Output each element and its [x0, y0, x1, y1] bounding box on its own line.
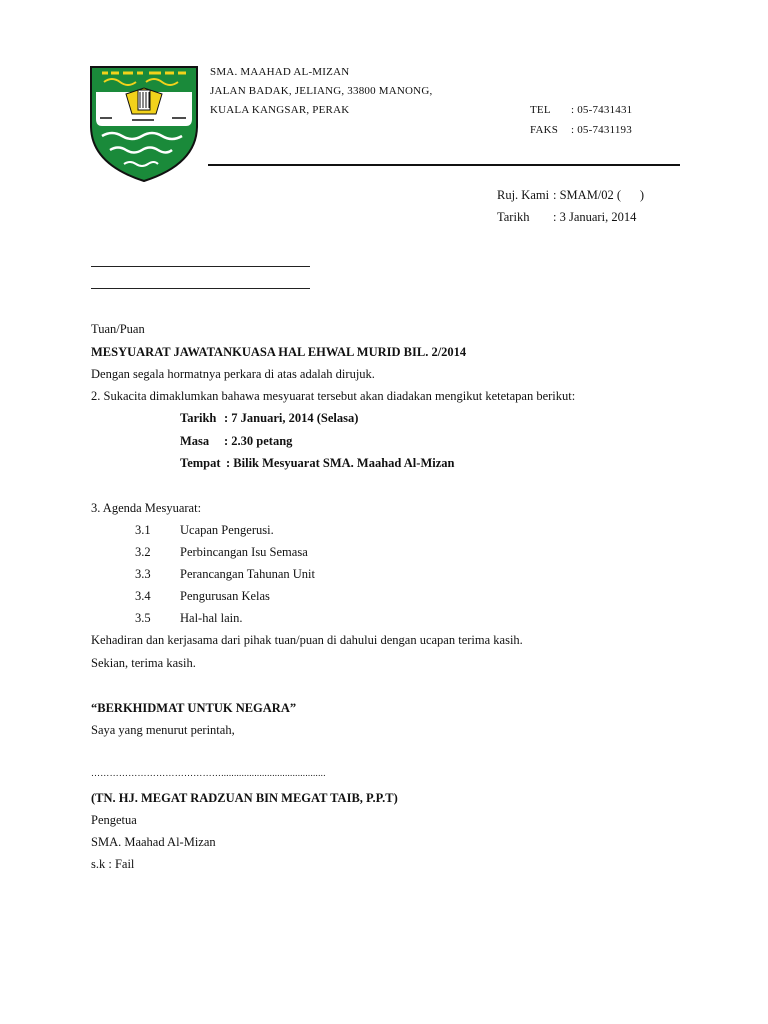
agenda-num-4: 3.4 — [135, 589, 151, 603]
tel-label: TEL — [530, 104, 551, 116]
school-name: SMA. MAAHAD AL-MIZAN — [210, 66, 350, 78]
detail-time-label: Masa — [180, 434, 210, 448]
date-label: Tarikh — [497, 210, 530, 224]
signatory-name: (TN. HJ. MEGAT RADZUAN BIN MEGAT TAIB, P.P.T) — [91, 791, 398, 805]
address-line-2: KUALA KANGSAR, PERAK — [210, 104, 350, 116]
agenda-item-2: Perbincangan Isu Semasa — [180, 545, 308, 559]
agenda-num-2: 3.2 — [135, 545, 151, 559]
signatory-org: SMA. Maahad Al-Mizan — [91, 835, 216, 849]
agenda-num-3: 3.3 — [135, 567, 151, 581]
tel-value: : 05-7431431 — [571, 104, 633, 116]
motto: “BERKHIDMAT UNTUK NEGARA” — [91, 701, 297, 715]
closing-thanks: Sekian, terima kasih. — [91, 656, 196, 670]
paragraph-1: Dengan segala hormatnya perkara di atas adalah dirujuk. — [91, 367, 375, 381]
address-line-1: JALAN BADAK, JELIANG, 33800 MANONG, — [210, 85, 433, 97]
sign-intro: Saya yang menurut perintah, — [91, 723, 235, 737]
detail-time-value: : 2.30 petang — [224, 434, 293, 448]
signatory-title: Pengetua — [91, 813, 137, 827]
recipient-line-1 — [91, 266, 310, 267]
paragraph-2: 2. Sukacita dimaklumkan bahawa mesyuarat tersebut akan diadakan mengikut ketetapan berikut: — [91, 389, 576, 403]
closing-paragraph: Kehadiran dan kerjasama dari pihak tuan/puan di dahului dengan ucapan terima kasih. — [91, 633, 523, 647]
agenda-item-5: Hal-hal lain. — [180, 611, 243, 625]
ref-label: Ruj. Kami — [497, 188, 550, 202]
fax-label: FAKS — [530, 124, 559, 136]
signature-line: ……………………………………......................................... — [91, 768, 326, 778]
date-value: : 3 Januari, 2014 — [553, 210, 637, 224]
cc-line: s.k : Fail — [91, 857, 135, 871]
agenda-item-4: Pengurusan Kelas — [180, 589, 270, 603]
agenda-num-5: 3.5 — [135, 611, 151, 625]
detail-date-value: : 7 Januari, 2014 (Selasa) — [224, 411, 359, 425]
agenda-item-3: Perancangan Tahunan Unit — [180, 567, 315, 581]
agenda-item-1: Ucapan Pengerusi. — [180, 523, 274, 537]
detail-venue-value: : Bilik Mesyuarat SMA. Maahad Al-Mizan — [226, 456, 455, 470]
letterhead-divider — [208, 164, 680, 166]
fax-value: : 05-7431193 — [571, 124, 632, 136]
detail-venue-label: Tempat — [180, 456, 221, 470]
subject-heading: MESYUARAT JAWATANKUASA HAL EHWAL MURID BIL. 2/2014 — [91, 345, 467, 359]
agenda-title: 3. Agenda Mesyuarat: — [91, 501, 202, 515]
detail-date-label: Tarikh — [180, 411, 217, 425]
salutation: Tuan/Puan — [91, 322, 145, 336]
recipient-line-2 — [91, 288, 310, 289]
agenda-num-1: 3.1 — [135, 523, 151, 537]
ref-value: : SMAM/02 ( ) — [553, 188, 644, 202]
school-crest-logo — [88, 64, 200, 184]
